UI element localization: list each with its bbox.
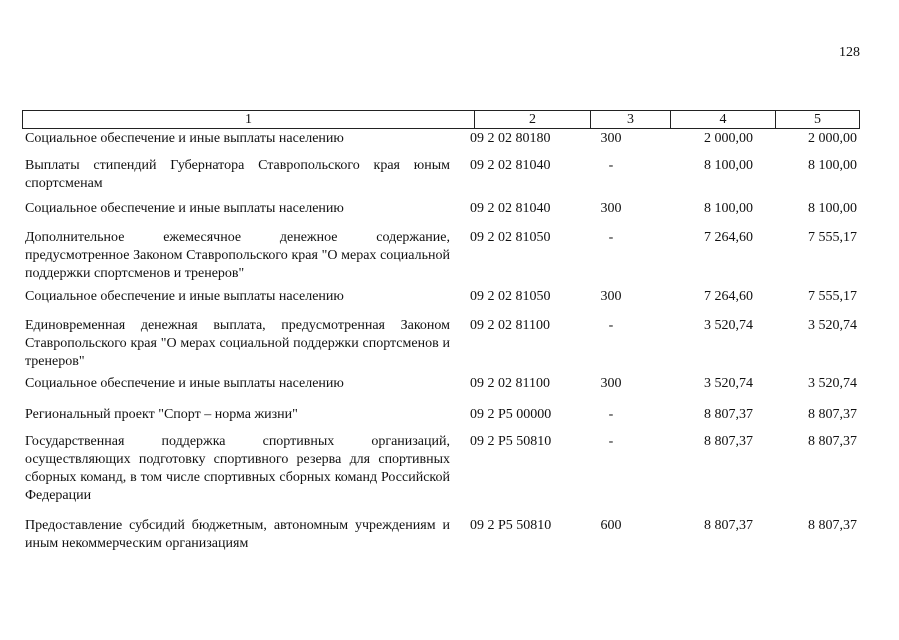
- row-value-2023: 3 520,74: [808, 376, 857, 391]
- row-type: -: [608, 318, 614, 333]
- row-code: 09 2 P5 50810: [470, 518, 552, 533]
- header-col-5: 5: [814, 112, 821, 127]
- row-value-2022: 8 807,37: [704, 434, 753, 449]
- row-value-2022: 8 100,00: [704, 158, 753, 173]
- row-code: 09 2 02 81100: [470, 376, 550, 391]
- row-type: 600: [600, 518, 622, 533]
- row-code: 09 2 P5 00000: [470, 407, 552, 422]
- header-col-1: 1: [245, 112, 252, 127]
- row-value-2023: 8 807,37: [808, 407, 857, 422]
- row-type: -: [608, 158, 614, 173]
- row-value-2023: 8 807,37: [808, 434, 857, 449]
- row-name: Социальное обеспечение и иные выплаты населению: [25, 201, 344, 216]
- row-code: 09 2 02 81050: [470, 230, 551, 245]
- row-name: Единовременная денежная выплата, предусмотренная Законом Ставропольского края "О мерах социальной поддержки спортсменов и тренеров": [25, 318, 450, 369]
- row-value-2022: 8 100,00: [704, 201, 753, 216]
- row-code: 09 2 P5 50810: [470, 434, 552, 449]
- row-type: 300: [600, 201, 622, 216]
- row-value-2023: 7 555,17: [808, 289, 857, 304]
- row-type: 300: [600, 289, 622, 304]
- row-value-2023: 8 100,00: [808, 158, 857, 173]
- row-type: -: [608, 230, 614, 245]
- row-type: 300: [600, 376, 622, 391]
- row-code: 09 2 02 81040: [470, 201, 551, 216]
- row-value-2022: 3 520,74: [704, 376, 753, 391]
- row-value-2023: 8 100,00: [808, 201, 857, 216]
- row-name: Социальное обеспечение и иные выплаты населению: [25, 289, 344, 304]
- row-name: Социальное обеспечение и иные выплаты населению: [25, 131, 344, 146]
- header-col-3: 3: [627, 112, 634, 127]
- row-name: Социальное обеспечение и иные выплаты населению: [25, 376, 344, 391]
- row-value-2022: 7 264,60: [704, 230, 753, 245]
- row-value-2022: 2 000,00: [704, 131, 753, 146]
- table-header: [22, 110, 860, 129]
- page-number: 128: [839, 45, 860, 60]
- row-name: Государственная поддержка спортивных организаций, осуществляющих подготовку спортивного резерва для спортивных сборных команд, в том числе спортивных сборных команд Российской Федерации: [25, 434, 450, 503]
- row-name: Дополнительное ежемесячное денежное содержание, предусмотренное Законом Ставропольского края "О мерах социальной поддержки спортсменов и тренеров": [25, 230, 450, 281]
- row-code: 09 2 02 80180: [470, 131, 551, 146]
- row-type: -: [608, 434, 614, 449]
- row-code: 09 2 02 81050: [470, 289, 551, 304]
- row-code: 09 2 02 81040: [470, 158, 551, 173]
- row-type: -: [608, 407, 614, 422]
- row-code: 09 2 02 81100: [470, 318, 550, 333]
- row-value-2022: 8 807,37: [704, 407, 753, 422]
- row-value-2023: 8 807,37: [808, 518, 857, 533]
- row-name: Предоставление субсидий бюджетным, автономным учреждениям и иным некоммерческим организациям: [25, 518, 450, 551]
- header-col-4: 4: [719, 112, 727, 127]
- row-type: 300: [600, 131, 622, 146]
- row-name: Выплаты стипендий Губернатора Ставропольского края юным спортсменам: [25, 158, 450, 191]
- row-value-2023: 7 555,17: [808, 230, 857, 245]
- row-value-2022: 3 520,74: [704, 318, 753, 333]
- row-value-2023: 3 520,74: [808, 318, 857, 333]
- row-value-2022: 7 264,60: [704, 289, 753, 304]
- row-name: Региональный проект "Спорт – норма жизни": [25, 407, 298, 422]
- row-value-2022: 8 807,37: [704, 518, 753, 533]
- header-col-2: 2: [529, 112, 536, 127]
- row-value-2023: 2 000,00: [808, 131, 857, 146]
